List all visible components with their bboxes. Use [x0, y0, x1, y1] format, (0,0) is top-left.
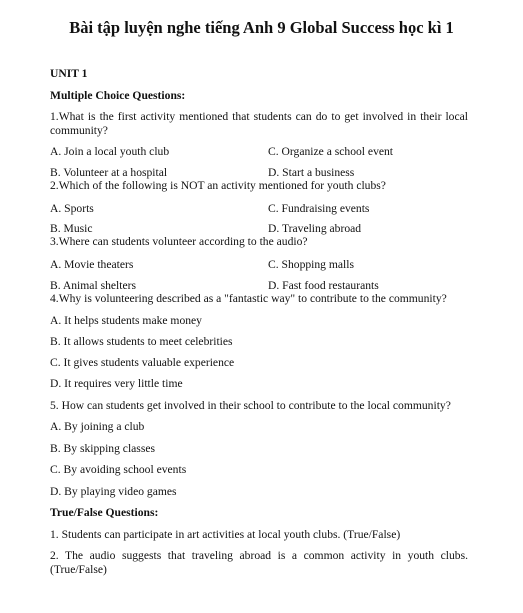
q3-option-a: A. Movie theaters: [50, 258, 134, 271]
q4-option-c: C. It gives students valuable experience: [50, 356, 235, 369]
q4-option-b: B. It allows students to meet celebrities: [50, 335, 233, 348]
unit-heading: UNIT 1: [50, 67, 88, 80]
q4-option-a: A. It helps students make money: [50, 314, 202, 327]
q2-option-c: C. Fundraising events: [268, 202, 370, 215]
q2-option-d: D. Traveling abroad: [268, 222, 362, 235]
tf-heading: True/False Questions:: [50, 506, 159, 519]
q3-option-d: D. Fast food restaurants: [268, 279, 379, 292]
question-4: 4.Why is volunteering described as a "fantastic way" to contribute to the community?: [50, 292, 447, 305]
q4-option-d: D. It requires very little time: [50, 377, 183, 390]
q5-option-a: A. By joining a club: [50, 420, 145, 433]
q2-option-b: B. Music: [50, 222, 93, 235]
question-1: 1.What is the first activity mentioned that students can do to get involved in their local community?: [50, 110, 468, 137]
q5-option-b: B. By skipping classes: [50, 442, 155, 455]
question-5: 5. How can students get involved in their school to contribute to the local community?: [50, 399, 451, 412]
tf-statement-1: 1. Students can participate in art activities at local youth clubs. (True/False): [50, 528, 401, 541]
q5-option-d: D. By playing video games: [50, 485, 177, 498]
q1-option-b: B. Volunteer at a hospital: [50, 166, 168, 179]
q3-option-b: B. Animal shelters: [50, 279, 136, 292]
tf-statement-2: 2. The audio suggests that traveling abroad is a common activity in youth clubs. (True/False): [50, 549, 468, 576]
document-title: Bài tập luyện nghe tiếng Anh 9 Global Success học kì 1: [69, 18, 454, 37]
q1-option-c: C. Organize a school event: [268, 145, 394, 158]
q3-option-c: C. Shopping malls: [268, 258, 354, 271]
q1-option-a: A. Join a local youth club: [50, 145, 170, 158]
question-2: 2.Which of the following is NOT an activity mentioned for youth clubs?: [50, 179, 386, 192]
question-3: 3.Where can students volunteer according to the audio?: [50, 235, 308, 248]
q5-option-c: C. By avoiding school events: [50, 463, 187, 476]
q2-option-a: A. Sports: [50, 202, 94, 215]
q1-option-d: D. Start a business: [268, 166, 355, 179]
mcq-heading: Multiple Choice Questions:: [50, 89, 186, 102]
